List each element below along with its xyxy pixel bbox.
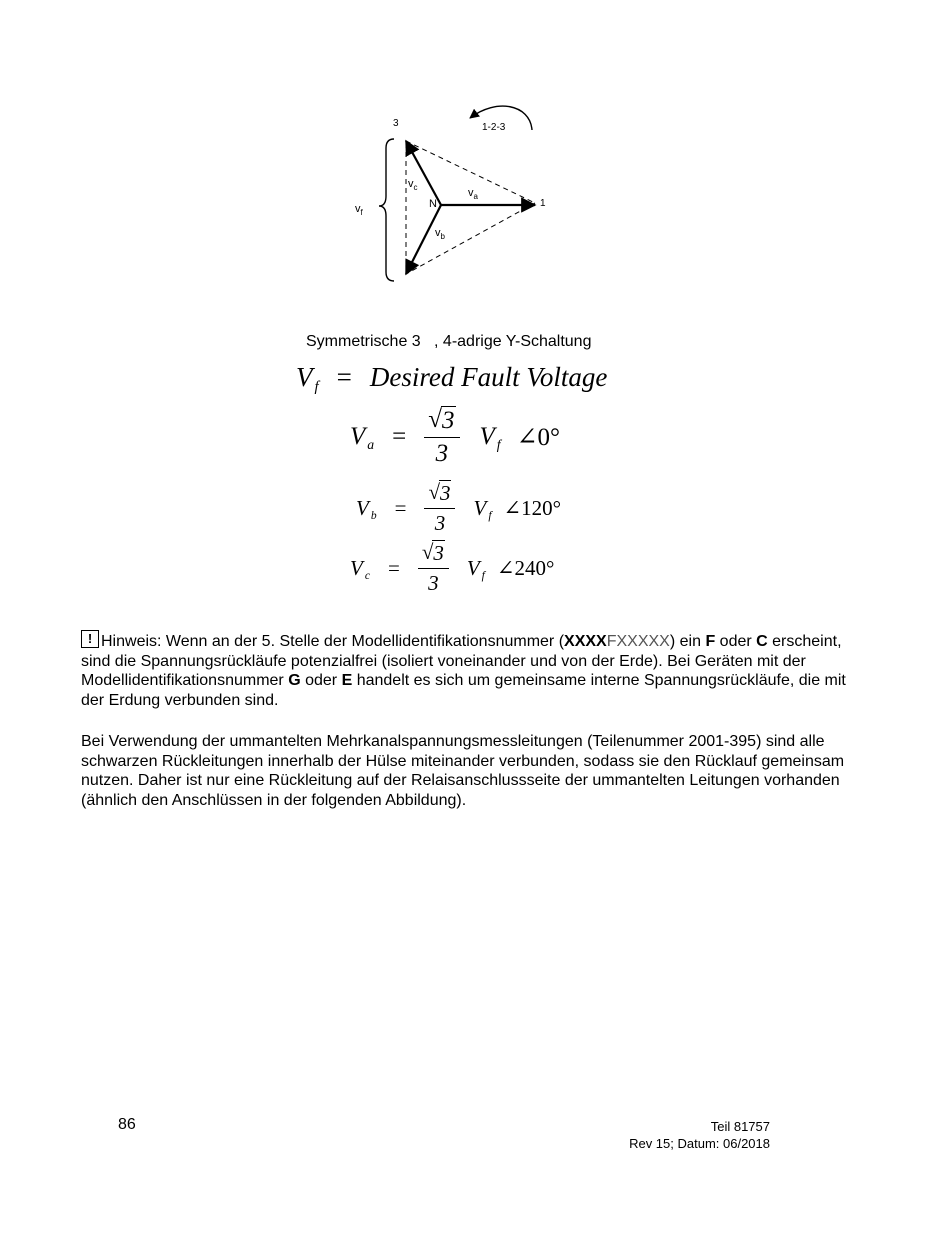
sqrt-symbol: √ bbox=[421, 540, 434, 564]
neutral-label: N bbox=[429, 198, 437, 210]
vf-label: $v_f$ bbox=[355, 203, 363, 217]
vc-label: $v_c$ bbox=[408, 178, 418, 192]
vf-brace bbox=[379, 139, 394, 281]
model-code-bold: XXXX bbox=[564, 633, 607, 650]
formula-vb-lhs: Vb bbox=[356, 495, 377, 522]
formula-va-vf: Vf bbox=[479, 423, 501, 452]
node-3-label: 3 bbox=[393, 118, 399, 129]
formula-vc-fraction bbox=[418, 540, 449, 596]
formula-vc-denominator: 3 bbox=[428, 571, 439, 595]
va-label: $v_a$ bbox=[468, 187, 478, 201]
phasor-vb bbox=[406, 205, 441, 274]
warning-icon: ! bbox=[81, 630, 99, 648]
formula-va-denominator: 3 bbox=[435, 440, 449, 467]
formula-va-equals: = bbox=[392, 423, 407, 450]
phasor-vc bbox=[406, 141, 441, 205]
formula-vf bbox=[296, 362, 608, 396]
formula-vc-equals: = bbox=[387, 555, 400, 580]
model-code-rest: FXXXXX bbox=[606, 633, 670, 650]
formula-va-fraction bbox=[424, 406, 459, 468]
formula-vc-numerator: 3 bbox=[433, 541, 444, 565]
formula-vb-denominator: 3 bbox=[434, 511, 446, 535]
formula-vc-lhs: Vc bbox=[350, 555, 370, 582]
wye-phasor-diagram bbox=[340, 96, 570, 292]
formula-vc bbox=[350, 540, 554, 596]
formula-vb-angle: ∠120° bbox=[503, 495, 562, 520]
formula-vb bbox=[356, 480, 561, 536]
formula-vb-numerator: 3 bbox=[439, 481, 451, 505]
formula-vf-rhs: Desired Fault Voltage bbox=[369, 362, 608, 392]
formula-vc-vf: Vf bbox=[466, 555, 485, 582]
formula-vb-fraction bbox=[424, 480, 455, 536]
vb-label: $v_b$ bbox=[435, 227, 445, 241]
page-number: 86 bbox=[118, 1116, 136, 1133]
body-paragraph: Bei Verwendung der ummantelten Mehrkanalspannungsmessleitungen (Teilenummer 2001-395) sind alle schwarzen Rückleitungen innerhalb der Hülse miteinander verbunden, sodass sie den Rücklauf gemeinsam nutzen. Daher ist nur eine Rückleitung auf der Relaisanschlussseite der ummantelten Leitungen vorhanden (ähnlich den Anschlüssen in der folgenden Abbildung). bbox=[81, 733, 845, 809]
formula-va bbox=[350, 406, 560, 468]
note-paragraph: ! Hinweis: Wenn an der 5. Stelle der Modellidentifikationsnummer (XXXXFXXXXX) ein F oder C erscheint, sind die Spannungsrückläufe potenzialfrei (isoliert voneinander und von der Erde). Bei Geräten mit der Modellidentifikationsnummer G oder E handelt es sich um gemeinsame interne Spannungsrückläufe, die mit der Erdung verbunden sind. bbox=[81, 631, 846, 709]
formula-vf-lhs: Vf bbox=[296, 362, 319, 396]
formula-vc-angle: ∠240° bbox=[496, 555, 555, 580]
formula-vf-equals: = bbox=[336, 362, 352, 392]
sqrt-symbol: √ bbox=[428, 480, 440, 504]
triangle-side-1-2 bbox=[406, 203, 535, 274]
rotation-label: 1-2-3 bbox=[482, 122, 506, 133]
footer-document-info bbox=[600, 1118, 770, 1152]
diagram-caption: Symmetrische 3 , 4-adrige Y-Schaltung bbox=[306, 333, 592, 350]
formula-va-angle: ∠0° bbox=[516, 424, 561, 451]
formula-vb-vf: Vf bbox=[473, 495, 492, 522]
sqrt-symbol: √ bbox=[428, 406, 442, 433]
formula-va-numerator: 3 bbox=[442, 407, 455, 434]
formula-va-lhs: Va bbox=[350, 423, 375, 452]
footer-revision: Rev 15; Datum: 06/2018 bbox=[629, 1136, 770, 1151]
footer-part-number: Teil 81757 bbox=[710, 1119, 770, 1134]
formula-vb-equals: = bbox=[394, 495, 407, 520]
node-1-label: 1 bbox=[540, 198, 546, 209]
